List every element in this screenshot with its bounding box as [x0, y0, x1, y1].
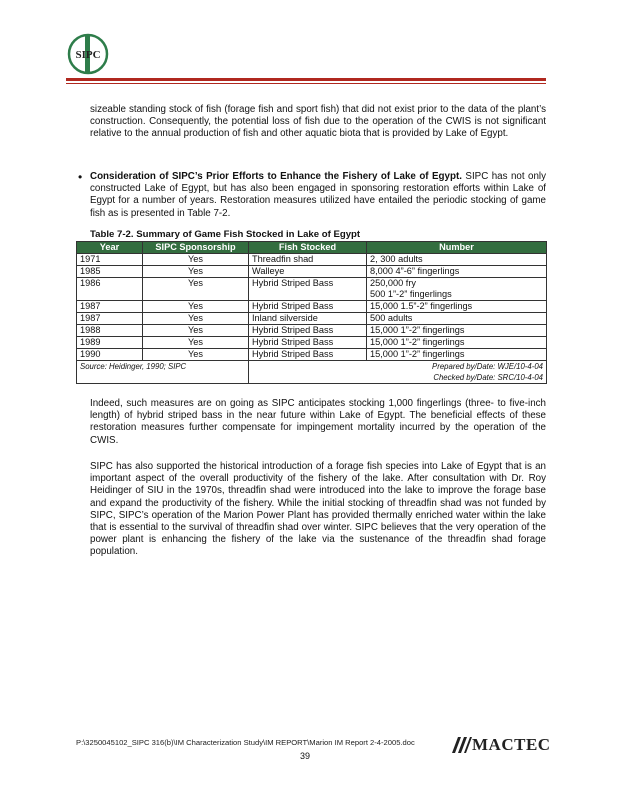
mactec-wordmark: MACTEC	[472, 735, 551, 754]
page-number: 39	[300, 751, 311, 761]
header-rule	[66, 78, 546, 81]
table-checked: Checked by/Date: SRC/10-4-04	[433, 373, 543, 382]
bullet-body: SIPC has not only constructed Lake of Egypt, but has also been engaged in sponsoring restoration efforts within Lake of Egypt for a number of years. Restoration measures utilized have entailed the periodic stocking of game fish as is presented in Table 7-2.	[90, 171, 547, 219]
stocking-table	[76, 241, 547, 384]
paragraph-1: sizeable standing stock of fish (forage fish and sport fish) that did not exist prior to the data of the plant’s construction. Consequently, the potential loss of fish due to the operation of the CWIS is not significant relative to the annual production of fish and other aquatic biota that is provided by Lake of Egypt.	[90, 104, 546, 140]
table-row: 1971 Yes Threadfin shad 2, 300 adults	[77, 254, 547, 266]
table-header-row	[77, 242, 547, 254]
col-header-year: Year	[77, 242, 143, 254]
footer-file-path: P:\3250045102_SIPC 316(b)\IM Characterization Study\IM REPORT\Marion IM Report 2-4-2005.doc	[76, 738, 415, 747]
bullet-heading: Consideration of SIPC’s Prior Efforts to Enhance the Fishery of Lake of Egypt.	[90, 171, 462, 182]
bullet-item	[78, 171, 546, 220]
table-title: Table 7-2. Summary of Game Fish Stocked in Lake of Egypt	[90, 229, 361, 240]
sipc-logo	[66, 32, 110, 76]
table-row: 1985 Yes Walleye 8,000 4”-6” fingerlings	[77, 266, 547, 278]
mactec-logo	[452, 735, 551, 755]
table-row: 1987 Yes Inland silverside 500 adults	[77, 313, 547, 325]
paragraph-3: SIPC has also supported the historical introduction of a forage fish species into Lake of Egypt that is an important aspect of the overall productivity of the fishery of the lake. After consultation with Dr. Roy Heidinger of SIU in the 1970s, threadfin shad were introduced into the lake to improve the forage base and expand the productivity of the fishery. While the initial stocking of threadfin shad was not funded by SIPC, SIPC’s operation of the Marion Power Plant has provided thermally enriched water within the lake that is essential to the survival of threadfin shad over winter. SIPC believes that the very operation of the power plant is enhancing the fishery of the lake via the sustenance of the threadfin shad forage population.	[90, 461, 546, 558]
header-rule-thin	[66, 83, 546, 84]
col-header-sponsorship: SIPC Sponsorship	[143, 242, 249, 254]
table-prepared: Prepared by/Date: WJE/10-4-04	[432, 362, 543, 371]
table-source: Source: Heidinger, 1990; SIPC	[77, 361, 249, 384]
mactec-mark-icon	[452, 737, 472, 753]
table-row: 1986 Yes Hybrid Striped Bass 250,000 fry 500 1”-2” fingerlings	[77, 278, 547, 301]
col-header-fish: Fish Stocked	[249, 242, 367, 254]
paragraph-2: Indeed, such measures are on going as SIPC anticipates stocking 1,000 fingerlings (three- to five-inch length) of hybrid striped bass in the near future within Lake of Egypt. The beneficial effects of these restoration measures further compensate for impingement mortality incurred by the operation of the CWIS.	[90, 398, 546, 446]
table-row: 1987 Yes Hybrid Striped Bass 15,000 1.5”-2” fingerlings	[77, 301, 547, 313]
col-header-number: Number	[367, 242, 547, 254]
logo-text: SIPC	[75, 49, 101, 61]
table-row: 1989 Yes Hybrid Striped Bass 15,000 1”-2” fingerlings	[77, 337, 547, 349]
bullet-icon: •	[78, 170, 83, 184]
table-row: 1990 Yes Hybrid Striped Bass 15,000 1”-2” fingerlings	[77, 349, 547, 361]
table-footer-row	[77, 361, 547, 384]
table-row: 1988 Yes Hybrid Striped Bass 15,000 1”-2” fingerlings	[77, 325, 547, 337]
